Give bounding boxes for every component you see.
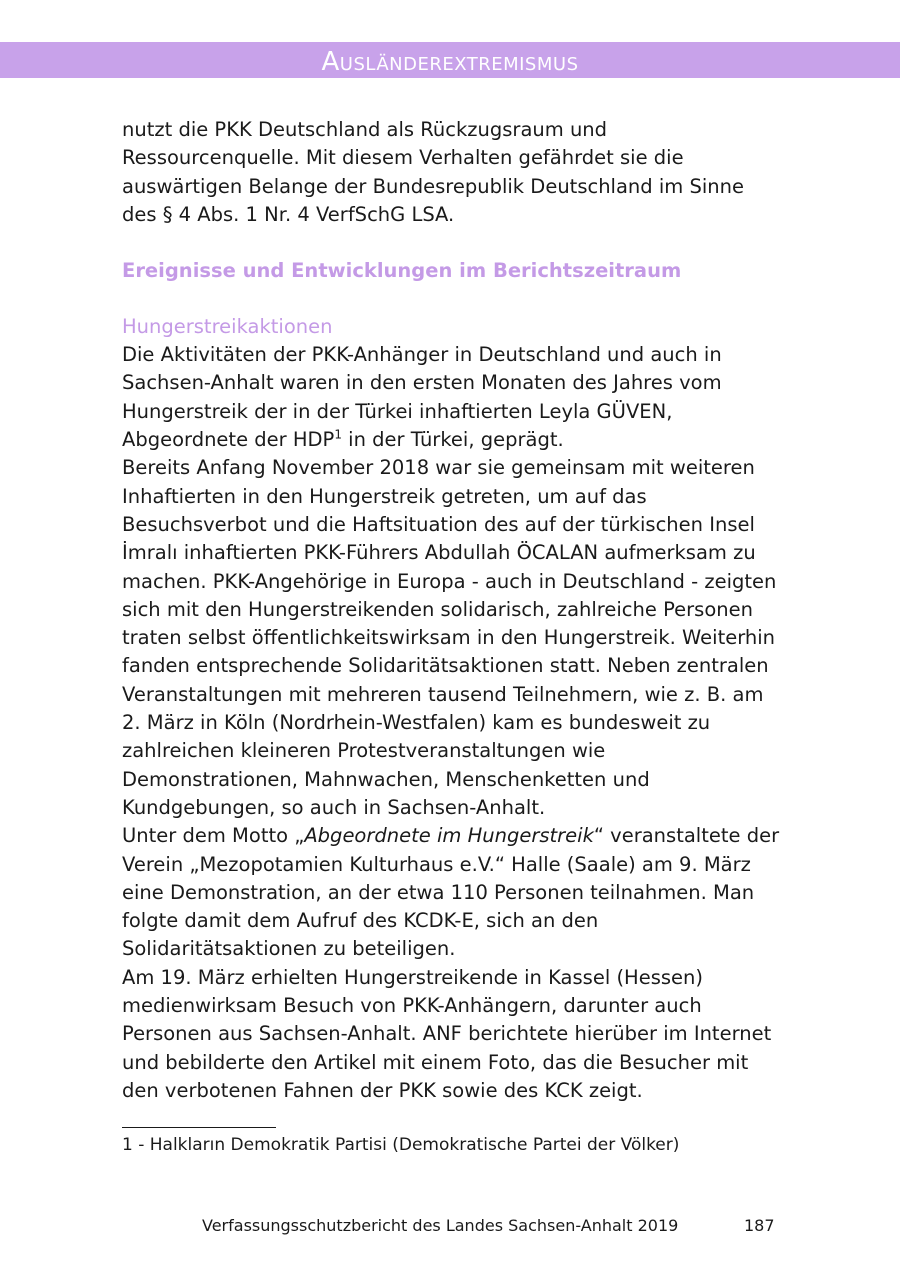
chapter-title: Ausländerextremismus [321, 47, 579, 77]
paragraph-1 [122, 341, 782, 454]
page-number: 187 [744, 1216, 775, 1235]
paragraph-4: Am 19. März erhielten Hungerstreikende in Kassel (Hessen) medienwirksam Besuch von PKK-Anhängern, darunter auch Personen aus Sachsen-Anhalt. ANF berichtete hierüber im Internet und bebilderte den Artikel mit einem Foto, das die Besucher mit den verbotenen Fahnen der PKK sowie des KCK zeigt. [122, 965, 772, 1102]
paragraph-3-text-a: Unter dem Motto „ [122, 824, 305, 848]
motto-text: Abgeordnete im Hungerstreik [304, 824, 594, 848]
footer-publication-title: Verfassungsschutzbericht des Landes Sachsen-Anhalt 2019 [202, 1216, 679, 1235]
paragraph-1-text-a: Die Aktivitäten der PKK-Anhänger in Deutschland und auch in Sachsen-Anhalt waren in den ersten Monaten des Jahres vom Hungerstreik der in der Türkei inhaftierten Leyla GÜVEN, Abgeordnete der HDP [122, 343, 722, 452]
intro-paragraph: nutzt die PKK Deutschland als Rückzugsraum und Ressourcenquelle. Mit diesem Verhalten gefährdet sie die auswärtigen Belange der Bundesrepublik Deutschland im Sinne des § 4 Abs. 1 Nr. 4 VerfSchG LSA. [122, 118, 744, 226]
chapter-header-band [0, 42, 900, 78]
paragraph-2: Bereits Anfang November 2018 war sie gemeinsam mit weiteren Inhaftierten in den Hungerstreik getreten, um auf das Besuchsverbot und die Haftsituation des auf der türkischen Insel İmralı inhaftierten PKK-Führers Abdullah ÖCALAN aufmerksam zu machen. PKK-Angehörige in Europa - auch in Deutschland - zeigten sich mit den Hungerstreikenden solidarisch, zahlreiche Personen traten selbst öffentlichkeitswirksam in den Hungerstreik. Weiterhin fanden entsprechende Solidaritätsaktionen statt. Neben zentralen Veranstaltungen mit mehreren tausend Teilnehmern, wie z. B. am 2. März in Köln (Nordrhein-Westfalen) kam es bundesweit zu zahlreichen kleineren Protestveranstaltungen wie Demonstrationen, Mahnwachen, Menschenketten und Kundgebungen, so auch in Sachsen-Anhalt. [122, 456, 777, 819]
paragraph-3-text-b: “ veranstaltete der Verein „Mezopotamien Kulturhaus e.V.“ Halle (Saale) am 9. März eine Demonstration, an der etwa 110 Personen teilnahmen. Man folgte damit dem Aufruf des KCDK-E, sich an den Solidaritätsaktionen zu beteiligen. [122, 824, 780, 961]
paragraph-3 [122, 822, 782, 963]
footnote-reference: 1 [334, 427, 342, 442]
main-text [122, 116, 782, 1105]
section-heading: Ereignisse und Entwicklungen im Berichtszeitraum [122, 259, 682, 283]
footnote: 1 - Halkların Demokratik Partisi (Demokratische Partei der Völker) [122, 1135, 680, 1155]
footnote-divider [122, 1127, 276, 1128]
subheading: Hungerstreikaktionen [122, 315, 333, 339]
paragraph-1-text-b: in der Türkei, geprägt. [341, 428, 564, 452]
